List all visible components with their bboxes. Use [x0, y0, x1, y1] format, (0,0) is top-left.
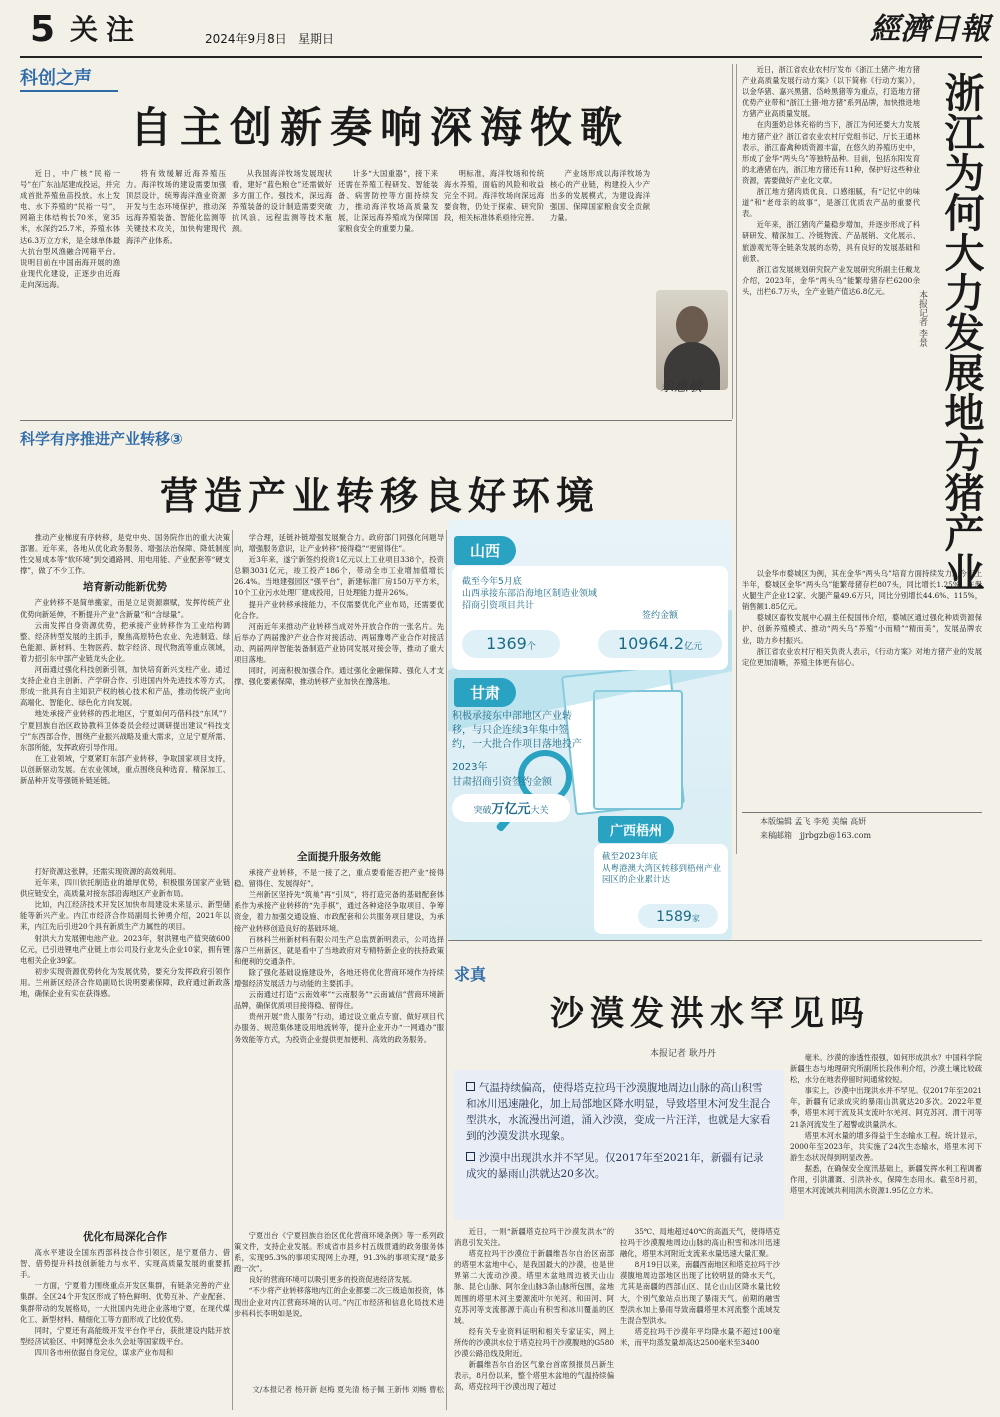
shanxi-panel: 截至今年5月底 山西承接东部沿海地区制造业领域招商引资项目共计 1369个 签约金额 10964.2亿元 [452, 566, 728, 670]
article-4-col-1: 近日，一则“新疆塔克拉玛干沙漠发洪水”的消息引发关注。 塔克拉玛干沙漠位于新疆维吾尔自治区南部的塔里木盆地中心，是我国最大的沙漠，也是世界第二大流动沙漠。塔里木盆地周边被天山山脉、昆仑山脉、阿尔金山脉3条山脉所包围，盆地周围的塔里木河主要源流叶尔羌河、和田河、阿克苏河等支流都源于高山有积雪和冰川覆盖的区域。 经有关专业资料证明和相关专家证实，网上所传的沙漠洪水位于塔克拉玛干沙漠腹地的G580沙漠公路沿线及附近。 新疆维吾尔自治区气象台首席预报员吕新生表示，8月份以来，整个塔里木盆地的气温持续偏高，塔克拉玛干沙漠出现了超过 [454, 1227, 614, 1392]
shanxi-signed-amount: 10964.2亿元 [598, 630, 722, 658]
article-2-byline: 文/本报记者 杨开新 赵梅 夏先清 杨子佩 王新伟 刘畅 曹松 [252, 1385, 444, 1394]
region-label-gansu: 甘肃 [454, 678, 516, 707]
article-1-col-6: 产业场形成以海洋牧场为核心的产业链，构建投入少产出多的发展模式，为建设海洋强国、保障国家粮食安全贡献力量。 [550, 169, 650, 223]
article-4-col-2: 35℃、局地超过40℃的高温天气，使得塔克拉玛干沙漠腹地周边山脉的高山积雪和冰川迅速融化，塔里木河附近支流来水量迅速大量汇聚。 8月19日以来，南疆西南地区和塔克拉玛干沙漠腹地周边部地区出现了比较明显的降水天气，尤其是南疆的西部山区、昆仑山山区降水量比较大，个别气象站点出现了暴雨天气。前期的融雪型洪水加上暴雨导致南疆塔里木河流整个流域发生混合型洪水。 塔克拉玛干沙漠年平均降水量不超过100毫米，而平均蒸发量却高达2500毫米至3400 [620, 1227, 780, 1347]
article-3-title: 浙江为何大力发展地方猪产业 [938, 72, 985, 592]
subhead: 培育新动能新优势 [83, 581, 167, 594]
wuzhou-panel: 截至2023年底 从粤港澳大湾区转移到梧州产业园区的企业累计达 1589家 [594, 844, 728, 934]
region-label-wuzhou: 广西梧州 [598, 816, 674, 843]
header-rule [20, 56, 982, 58]
article-4-tag: 求真 [454, 965, 487, 984]
masthead-logo: 經濟日報 [870, 12, 990, 47]
divider-vertical-col [232, 530, 233, 1410]
article-4-title: 沙漠发洪水罕见吗 [550, 994, 870, 1034]
author-signature: 余惠敏 [660, 379, 702, 395]
article-1-bottom-rule [20, 420, 732, 421]
article-1-tag: 科创之声 [20, 68, 92, 89]
wuzhou-enterprise-count: 1589家 [638, 904, 718, 928]
article-1-col-4: 计多“大国重器”，接下来还需在养殖工程研发、智能装备、病害防控等方面持续发力，推动海洋牧场高质量发展，让深远海养殖成为保障国家粮食安全的重要力量。 [338, 169, 438, 234]
article-2-col-3: 优化布局深化合作 高水平建设全国东西部科技合作引领区，是宁夏借力、借智、借势提升科技创新能力与水平、实现高质量发展的重要抓手。 一方面，宁夏着力围绕重点开发区集群，有链条完善的产业集群。全区24个开发区形成了特色鲜明、优势互补、产业配套、集群带动的发展格局，一大批国内先进企业落地宁夏，在现代煤化工、新型材料、精细化工等方面形成了比较优势。 同时，宁夏还有高能级开发平台作平台，获批建设内陆开放型经济试验区、中阿博览会永久会址等国家级平台。 四川各市州依据自身定位，谋求产业布局和 [20, 1231, 230, 1357]
summary-box [454, 1070, 784, 1220]
page-header [0, 0, 1000, 60]
subhead: 全面提升服务效能 [297, 851, 381, 863]
article-1-col-2: 将有效缓解近海养殖压力。海洋牧场的建设需要加强顶层设计，统筹海洋渔业资源开发与生态环境保护，推动深远海养殖装备、智能化监测等关键技术攻关，加快构建现代海洋产业体系。 [126, 169, 226, 245]
article-1-col-1: 近日，中广核“民裕一号”在广东汕尾建成投运，并完成首批养殖鱼苗投放。水上发电、水下养殖的“民裕一号”，网箱主体结构长70米，宽35米，水深约25.7米，养殖水体达6.3万立方米，是全球单体最大抗台型风渔融合网箱平台。说明目前在中国南海开展的渔业现代化建设，正逐步由近海走向深远海。 [20, 169, 120, 289]
article-3-col-1: 近日，浙江省农业农村厅发布《浙江土猪产·地方猪产业高质量发展行动方案》（以下简称《行动方案》），以金华猪、嘉兴黑猪、岱岭黑猪等为重点，打造地方猪优势产业带和“浙江土猪·地方猪”系列品牌，加快推进地方猪产业高质量发展。 在肉蛋奶总体充裕的当下，浙江为何还要大力发展地方猪产业？浙江省农业农村厅党组书记、厅长王通林表示，浙江畜禽种质资源丰富，在悠久的养殖历史中，形成了金华“两头乌”等独特品种。目前，包括东阳发育的北港猪在内，浙江地方猪还有11种，保护好这些种业资源，需要做好产业化文章。 浙江地方猪肉质优良、口感细腻，有“记忆中的味道”和“老母亲的故事”，是浙江优质农产品的重要代表。 近年来，浙江猪肉产量稳步增加，并逐步形成了科研研发、精深加工、冷链物流、产品展销、文化展示、旅游观光等全链条发展的态势，具有良好的发展基础和前景。 浙江省发展规划研究院产业发展研究所副主任戴龙介绍，2023年，金华“两头乌”能繁母猪存栏6200余头，出栏6.7万头，全产业链产值达6.8亿元。 [742, 65, 920, 296]
page-number: 5 [30, 9, 56, 50]
gansu-signed-amount: 突破万亿元大关 [452, 794, 570, 822]
article-2-col-4: 学合理，延链补链增强发展聚合力。政府部门同强化问题导向，增强服务意识，让产业转移“接得稳”“更留得住”。 近3年来，遂宁新签约投资1亿元以上工业项目338个，投资总额3031亿元，竣工投产186个，带动全市工业增加值增长26.4%。当地建强园区“强平台”，新建标准厂房150万平方米，10个工业污水处理厂建成投用，日处理能力提升26%。 提升产业转移承接能力，不仅需要优化产业布局，还需要优化合作。 河南近年来推动产业转移当成对外开放合作的一张名片。先后举办了两届豫沪产业合作对接活动、两届豫粤产业合作对接活动、两届两岸智能装备制造产业协同发展对接会等，推动了重大项目落地。 同时，河南积极加强合作。通过强化金融保障、强化人才支撑、强化要素保障，推动转移产业加快在豫落地。 [234, 533, 444, 687]
summary-item: 气温持续偏高，使得塔克拉玛干沙漠腹地周边山脉的高山积雪和冰川迅速融化，加上局部地区降水明显，导致塔里木河发生混合型洪水，水流漫出河道，涌入沙漠，变成一片汪洋，也就是大家看到的沙漠发洪水现象。 [466, 1082, 771, 1142]
article-3-col-2: 以金华市婺城区为例，其在金华“两头乌”培育方面持续发力。今年上半年，婺城区金华“两头乌”能繁母猪存栏807头，同比增长1.25%；在册火腿生产企业12家、火腿产量49.6万只，同比分别增长44.6%、115%，销售额1.85亿元。 婺城区畜牧发展中心副主任倪国伟介绍，婺城区通过强化种质资源保护、创新养殖模式、推动“两头乌”养殖“小而精”“精而美”，发展品牌农业，助力乡村振兴。 浙江省农业农村厅相关负责人表示，《行动方案》对地方猪产业的发展定位更加清晰，养殖主体更有信心。 [742, 569, 982, 667]
gansu-panel: 积极承接东中部地区产业转移，与只企连续3年集中签约，一大批合作项目落地投产 2023年 甘肃招商引资签约金额 突破万亿元大关 [452, 710, 588, 910]
divider-vertical-right [736, 64, 737, 854]
summary-item: 沙漠中出现洪水并不罕见。仅2017年至2021年，新疆有记录成灾的暴雨山洪就达20多次。 [466, 1152, 764, 1180]
submission-email: 来稿邮箱 jjrbgzb@163.com [760, 831, 872, 840]
article-3-byline: 本报记者 李景 [917, 290, 927, 347]
author-photo [656, 290, 728, 390]
article-2-col-2: 打好资源这张牌，还需实现资源的高效利用。 近年来，四川依托制造业的雄厚优势，积极服务国家产业链供应链安全，高质量对接东部沿海地区产业新布局。 比如，内江经济技术开发区加快布局建设未来显示、新型储能等新兴产业。内江市经济合作局副局长钟勇介绍，2021年以来，内江先后引进20个具有新质生产力属性的项目。 射洪大力发展锂电池产业。2023年，射洪锂电产值突破600亿元，已引进锂电产业链上市公司及行业龙头企业10家，拥有锂电相关企业39家。 初步实现资源优势转化为发展优势，要充分发挥政府引领作用。兰州新区经济合作局副局长说明要素保障，政府通过新政落地，确保企业有实在获得感。 [20, 867, 230, 999]
mid-rule [448, 940, 982, 941]
tag-underline [20, 90, 118, 92]
article-1-col-3: 从我国海洋牧场发展现状看，建好“蓝色粮仓”还需做好多方面工作。强技术，深远海养殖装备的设计制造需要突破抗风浪、远程监测等技术瓶颈。 [232, 169, 332, 234]
issue-date: 2024年9月8日 [205, 32, 287, 46]
shanxi-project-count: 1369个 [462, 630, 560, 658]
article-2-tag: 科学有序推进产业转移③ [20, 430, 183, 448]
article-1-col-5: 明标准，海洋牧场和传统海水养殖，面临的风险和收益完全不同。海洋牧场向深远海要食物，仍处于探索、研究阶段，相关标准体系亟待完善。 [444, 169, 544, 223]
document-illustration [593, 690, 683, 810]
article-2-col-1: 推动产业梯度有序转移，是党中央、国务院作出的重大决策部署。近年来，各地从优化政务服务、增强法治保障、降低制度性交易成本等“软环境”到交通路网、用电用能、产业配套等“硬支撑”，做了不少工作。 培育新动能新优势 产业转移不是简单搬家，而是立足资源禀赋，发挥传统产业优势向新延伸，不断提升产业“含新量”和“含绿量”。 云南发挥自身资源优势，把承接产业转移作为工业结构调整、经济转型发展的主抓手，聚焦高原特色农业、先进制造、绿色能源、新材料、生物医药、数字经济、现代物流等重点领域，着力招引东中部产业链龙头企业。 河南通过强化科技创新引领，加快培育新兴支柱产业。通过支持企业自主创新、产学研合作、引进国内外先进技术等方式，形成一批具有自主知识产权的核心技术和产品，推动传统产业向高端化、智能化、绿色化方向发展。 地处承接产业转移的西北地区，宁夏如何巧借科技“东风”？宁夏回族自治区政协教科卫体委员会经过调研提出建议“科技支宁”东西部合作，围绕产业振兴战略及重大需求，立足宁夏所需、东部所能，发挥政府引导作用。 在工业领域，宁夏紧盯东部产业转移，争取国家项目支持，以创新驱动发展。在农业领域，重点围绕良种选育、精深加工、新品种开发等强链补链延链。 [20, 533, 230, 785]
infographic [448, 520, 732, 940]
article-4-col-3: 毫米。沙漠的渗透性很强，如何形成洪水？中国科学院新疆生态与地理研究所副所长段伟利介绍，沙漠土壤比较疏松，水分在地表停留时间通常较短。 事实上，沙漠中出现洪水并不罕见。仅2017年至2021年，新疆有记录成灾的暴雨山洪就达20多次。2022年夏季，塔里木河干流及其支流叶尔羌河、阿克苏河、渭干河等21条河流发生了超警或洪量洪水。 塔里木河水量的增多得益于生态输水工程。统计显示，2000年至2023年，共实施了24次生态输水，塔里木河下游生态状况得到明显改善。 据悉，在确保安全度汛基础上，新疆发挥水利工程调蓄作用，引洪灌溉、引洪补水，保障生态用水。截至8月初，塔里木河流域共利用洪水资源1.95亿立方米。 [790, 1053, 982, 1196]
region-label-shanxi: 山西 [454, 536, 516, 565]
article-4-byline: 本报记者 耿丹丹 [650, 1049, 716, 1059]
article-1-title: 自主创新奏响深海牧歌 [129, 103, 630, 152]
divider-vertical-mid [446, 530, 447, 1410]
article-2-col-5: 全面提升服务效能 承接产业转移，不是一接了之，重点要看能否把产业“接得稳、留得住、发展得好”。 兰州新区坚持先“筑巢”再“引凤”，将打造完备的基础配套体系作为承接产业转移的“先手棋”，通过各种途径争取项目、争筹资金，着力加强交通设施、市政配套和公共服务项目建设，为承接产业转移创造良好的基础环境。 百林科兰州新材料有限公司生产总监贾新明表示，公司选择落户兰州新区，就是看中了当地政府对专精特新企业的扶持政策和便利的交通条件。 除了强化基础设施建设外，各地还将优化营商环境作为持续增强经济发展活力与动能的主要抓手。 云南通过打造“云南效率”“云南服务”“云南诚信”营商环境新品牌，确保优质项目接得稳、留得住。 贵州开展“贵人服务”行动，通过设立重点专窗、做好项目代办服务、规范集体建设用地流转等，提升企业开办“一网通办”服务效能等方式，为投资企业提供更加便利、高效的政务服务。 [234, 851, 444, 1044]
editors-rule [742, 812, 982, 813]
article-2-title: 营造产业转移良好环境 [159, 473, 600, 518]
subhead: 优化布局深化合作 [83, 1231, 167, 1243]
divider-vertical-top [732, 64, 733, 419]
checkbox-icon [466, 1152, 475, 1161]
article-2-col-6: 宁夏出台《宁夏回族自治区优化营商环境条例》等一系列政策文件，支持企业发展。形成省市县乡村五级贯通的政务服务体系，实现95.3%的事项实现网上办理，91.3%的事项实现“最多跑一次”。 良好的营商环境可以吸引更多的投资促进经济发展。 “不少将产业转移落地内江的企业都要二次三级追加投资，体现出企业对内江营商环境的认可。”内江市经济和信息化局技术进步科科长李明如是说。 [234, 1231, 444, 1318]
section-name: 关注 [70, 13, 143, 46]
editors-credit: 本版编辑 孟飞 李苑 美编 高妍 [760, 817, 867, 826]
issue-weekday: 星期日 [298, 32, 335, 46]
checkbox-icon [466, 1082, 475, 1091]
